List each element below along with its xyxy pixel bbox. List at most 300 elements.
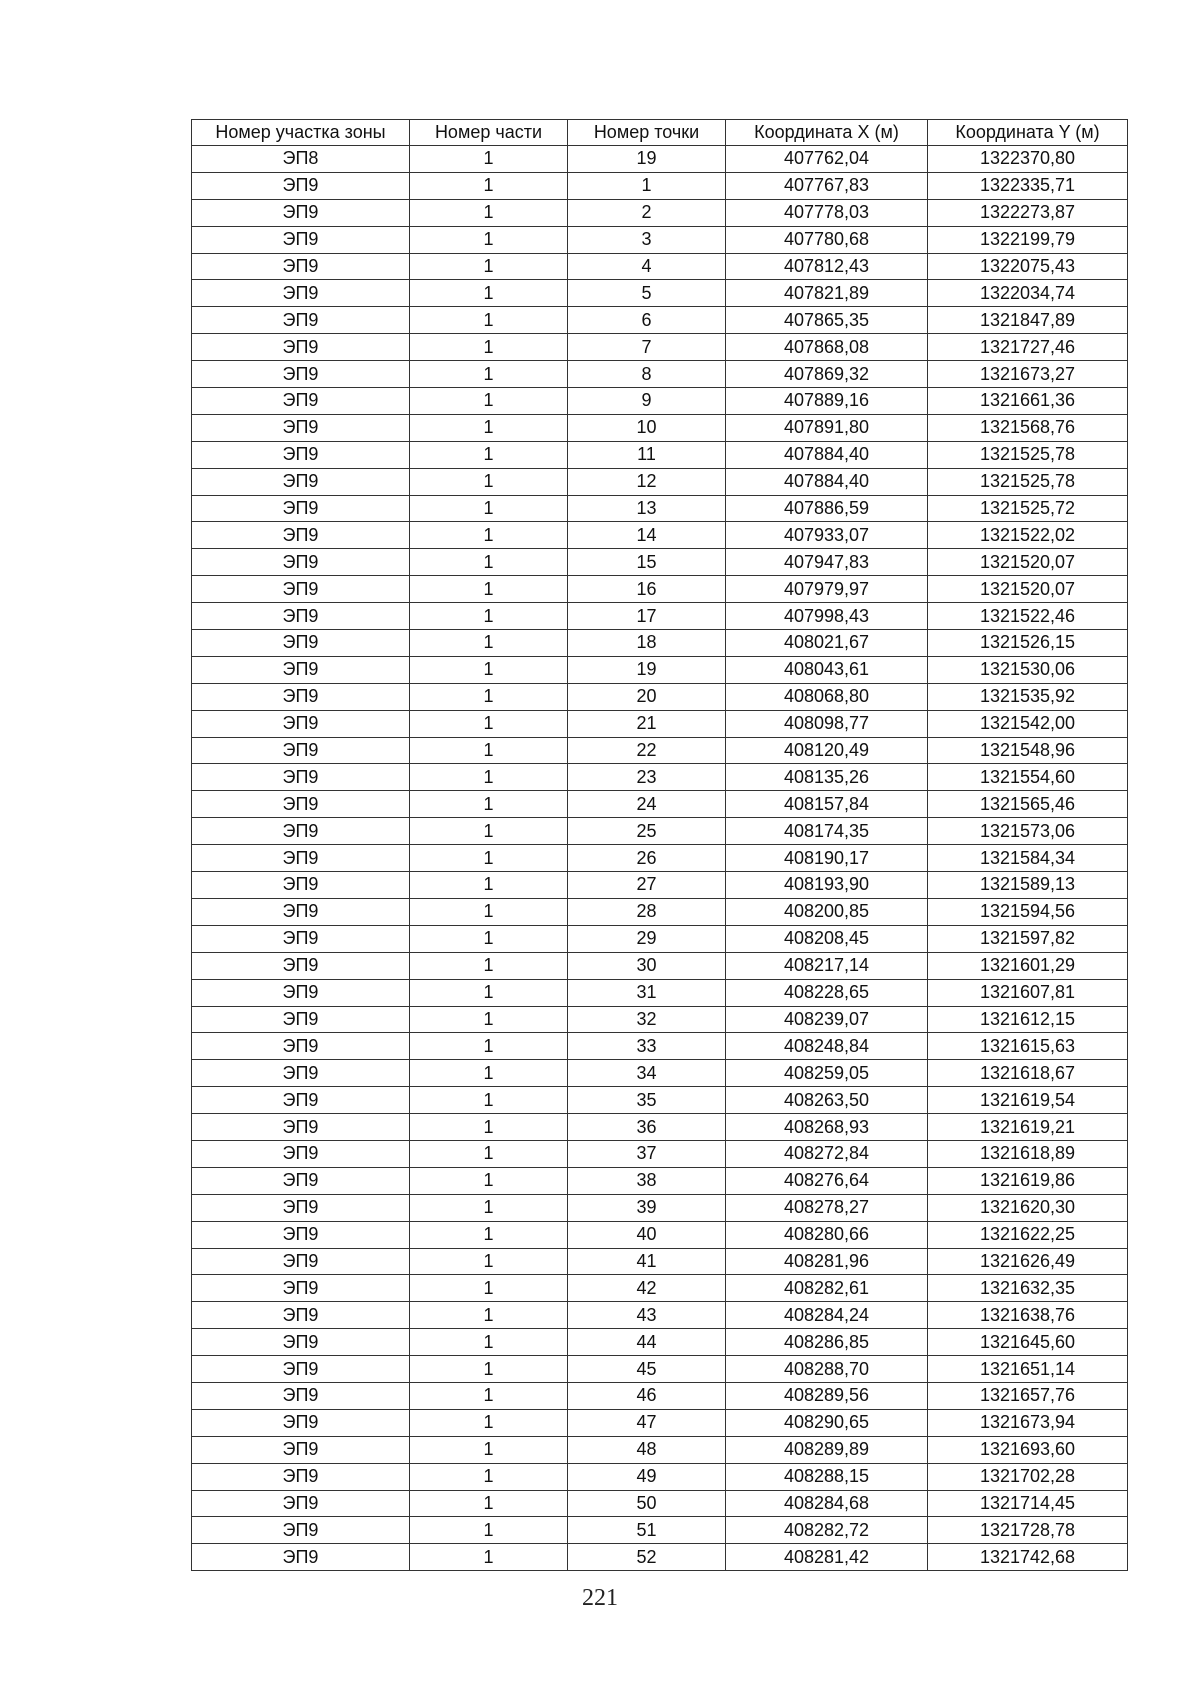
cell-coordinate-y: 1321702,28 <box>928 1463 1128 1490</box>
header-coordinate-y: Координата Y (м) <box>928 120 1128 146</box>
cell-point-number: 46 <box>568 1382 726 1409</box>
cell-point-number: 9 <box>568 388 726 415</box>
cell-zone-section: ЭП9 <box>192 1221 410 1248</box>
cell-point-number: 49 <box>568 1463 726 1490</box>
table-row <box>192 952 1128 979</box>
cell-coordinate-y: 1321673,27 <box>928 361 1128 388</box>
cell-part-number: 1 <box>410 468 568 495</box>
cell-coordinate-x: 408290,65 <box>726 1409 928 1436</box>
cell-point-number: 44 <box>568 1329 726 1356</box>
table-row <box>192 925 1128 952</box>
cell-part-number: 1 <box>410 818 568 845</box>
cell-part-number: 1 <box>410 656 568 683</box>
cell-part-number: 1 <box>410 952 568 979</box>
cell-coordinate-x: 408248,84 <box>726 1033 928 1060</box>
cell-part-number: 1 <box>410 1060 568 1087</box>
cell-coordinate-x: 407865,35 <box>726 307 928 334</box>
cell-coordinate-x: 407767,83 <box>726 172 928 199</box>
cell-coordinate-x: 407869,32 <box>726 361 928 388</box>
cell-point-number: 12 <box>568 468 726 495</box>
cell-coordinate-y: 1321601,29 <box>928 952 1128 979</box>
cell-coordinate-y: 1321693,60 <box>928 1436 1128 1463</box>
cell-zone-section: ЭП9 <box>192 1409 410 1436</box>
cell-part-number: 1 <box>410 979 568 1006</box>
cell-point-number: 14 <box>568 522 726 549</box>
cell-zone-section: ЭП9 <box>192 656 410 683</box>
cell-coordinate-x: 408280,66 <box>726 1221 928 1248</box>
cell-coordinate-x: 408043,61 <box>726 656 928 683</box>
header-zone-section: Номер участка зоны <box>192 120 410 146</box>
cell-coordinate-x: 408284,24 <box>726 1302 928 1329</box>
cell-part-number: 1 <box>410 388 568 415</box>
cell-part-number: 1 <box>410 1275 568 1302</box>
cell-coordinate-x: 408263,50 <box>726 1087 928 1114</box>
cell-point-number: 3 <box>568 226 726 253</box>
cell-part-number: 1 <box>410 253 568 280</box>
cell-zone-section: ЭП9 <box>192 1275 410 1302</box>
cell-zone-section: ЭП9 <box>192 1033 410 1060</box>
table-row <box>192 199 1128 226</box>
cell-zone-section: ЭП9 <box>192 1382 410 1409</box>
cell-part-number: 1 <box>410 925 568 952</box>
cell-zone-section: ЭП9 <box>192 898 410 925</box>
cell-zone-section: ЭП9 <box>192 1194 410 1221</box>
cell-point-number: 2 <box>568 199 726 226</box>
cell-coordinate-x: 408200,85 <box>726 898 928 925</box>
table-row <box>192 1167 1128 1194</box>
cell-part-number: 1 <box>410 845 568 872</box>
cell-point-number: 32 <box>568 1006 726 1033</box>
cell-point-number: 6 <box>568 307 726 334</box>
cell-part-number: 1 <box>410 764 568 791</box>
cell-coordinate-y: 1322075,43 <box>928 253 1128 280</box>
cell-coordinate-y: 1321584,34 <box>928 845 1128 872</box>
cell-zone-section: ЭП9 <box>192 952 410 979</box>
cell-zone-section: ЭП9 <box>192 1517 410 1544</box>
cell-coordinate-y: 1321638,76 <box>928 1302 1128 1329</box>
cell-zone-section: ЭП9 <box>192 1140 410 1167</box>
cell-zone-section: ЭП9 <box>192 307 410 334</box>
cell-coordinate-y: 1322199,79 <box>928 226 1128 253</box>
cell-coordinate-y: 1321530,06 <box>928 656 1128 683</box>
cell-point-number: 50 <box>568 1490 726 1517</box>
cell-zone-section: ЭП9 <box>192 764 410 791</box>
cell-coordinate-y: 1321525,78 <box>928 468 1128 495</box>
cell-part-number: 1 <box>410 522 568 549</box>
cell-part-number: 1 <box>410 1140 568 1167</box>
cell-zone-section: ЭП9 <box>192 791 410 818</box>
cell-zone-section: ЭП9 <box>192 1463 410 1490</box>
cell-zone-section: ЭП9 <box>192 388 410 415</box>
table-row <box>192 979 1128 1006</box>
cell-part-number: 1 <box>410 737 568 764</box>
cell-zone-section: ЭП9 <box>192 710 410 737</box>
cell-part-number: 1 <box>410 1382 568 1409</box>
cell-zone-section: ЭП9 <box>192 334 410 361</box>
table-row <box>192 630 1128 657</box>
cell-coordinate-y: 1321714,45 <box>928 1490 1128 1517</box>
cell-coordinate-x: 408276,64 <box>726 1167 928 1194</box>
cell-coordinate-y: 1322034,74 <box>928 280 1128 307</box>
header-row <box>192 120 1128 146</box>
cell-zone-section: ЭП9 <box>192 1436 410 1463</box>
cell-part-number: 1 <box>410 1221 568 1248</box>
table-header <box>192 120 1128 146</box>
cell-zone-section: ЭП9 <box>192 1329 410 1356</box>
cell-coordinate-y: 1321619,54 <box>928 1087 1128 1114</box>
cell-part-number: 1 <box>410 710 568 737</box>
cell-point-number: 8 <box>568 361 726 388</box>
cell-zone-section: ЭП9 <box>192 522 410 549</box>
cell-coordinate-y: 1321525,72 <box>928 495 1128 522</box>
cell-point-number: 20 <box>568 683 726 710</box>
cell-coordinate-x: 407821,89 <box>726 280 928 307</box>
cell-zone-section: ЭП9 <box>192 468 410 495</box>
cell-point-number: 18 <box>568 630 726 657</box>
cell-coordinate-y: 1321565,46 <box>928 791 1128 818</box>
coordinates-table <box>191 119 1128 1571</box>
cell-coordinate-x: 408193,90 <box>726 872 928 899</box>
cell-part-number: 1 <box>410 898 568 925</box>
table-row <box>192 576 1128 603</box>
cell-part-number: 1 <box>410 1006 568 1033</box>
cell-point-number: 33 <box>568 1033 726 1060</box>
cell-point-number: 47 <box>568 1409 726 1436</box>
cell-part-number: 1 <box>410 549 568 576</box>
cell-coordinate-y: 1321618,67 <box>928 1060 1128 1087</box>
cell-zone-section: ЭП9 <box>192 603 410 630</box>
cell-zone-section: ЭП9 <box>192 979 410 1006</box>
cell-point-number: 23 <box>568 764 726 791</box>
cell-zone-section: ЭП9 <box>192 872 410 899</box>
cell-coordinate-x: 408282,61 <box>726 1275 928 1302</box>
cell-point-number: 38 <box>568 1167 726 1194</box>
cell-coordinate-y: 1321520,07 <box>928 576 1128 603</box>
cell-zone-section: ЭП9 <box>192 683 410 710</box>
cell-point-number: 10 <box>568 414 726 441</box>
cell-part-number: 1 <box>410 199 568 226</box>
page-number: 221 <box>582 1585 618 1611</box>
cell-coordinate-y: 1321526,15 <box>928 630 1128 657</box>
cell-point-number: 15 <box>568 549 726 576</box>
cell-point-number: 26 <box>568 845 726 872</box>
table-row <box>192 1087 1128 1114</box>
cell-coordinate-y: 1321620,30 <box>928 1194 1128 1221</box>
table-row <box>192 253 1128 280</box>
cell-part-number: 1 <box>410 414 568 441</box>
cell-coordinate-x: 408217,14 <box>726 952 928 979</box>
cell-part-number: 1 <box>410 1490 568 1517</box>
cell-point-number: 17 <box>568 603 726 630</box>
cell-part-number: 1 <box>410 172 568 199</box>
cell-point-number: 40 <box>568 1221 726 1248</box>
cell-coordinate-y: 1322273,87 <box>928 199 1128 226</box>
cell-point-number: 7 <box>568 334 726 361</box>
cell-point-number: 31 <box>568 979 726 1006</box>
cell-coordinate-x: 408281,42 <box>726 1544 928 1571</box>
cell-coordinate-x: 408208,45 <box>726 925 928 952</box>
cell-coordinate-y: 1321612,15 <box>928 1006 1128 1033</box>
cell-point-number: 19 <box>568 656 726 683</box>
table-row <box>192 656 1128 683</box>
cell-coordinate-x: 407933,07 <box>726 522 928 549</box>
cell-zone-section: ЭП9 <box>192 737 410 764</box>
cell-coordinate-x: 407947,83 <box>726 549 928 576</box>
cell-point-number: 29 <box>568 925 726 952</box>
cell-point-number: 13 <box>568 495 726 522</box>
cell-zone-section: ЭП9 <box>192 1544 410 1571</box>
table-row <box>192 683 1128 710</box>
cell-coordinate-y: 1321645,60 <box>928 1329 1128 1356</box>
cell-point-number: 45 <box>568 1356 726 1383</box>
cell-coordinate-y: 1321594,56 <box>928 898 1128 925</box>
cell-zone-section: ЭП9 <box>192 549 410 576</box>
cell-coordinate-y: 1321589,13 <box>928 872 1128 899</box>
cell-part-number: 1 <box>410 1436 568 1463</box>
cell-zone-section: ЭП9 <box>192 1356 410 1383</box>
cell-coordinate-y: 1321573,06 <box>928 818 1128 845</box>
cell-coordinate-y: 1321535,92 <box>928 683 1128 710</box>
cell-coordinate-y: 1321619,86 <box>928 1167 1128 1194</box>
table-row <box>192 818 1128 845</box>
cell-zone-section: ЭП9 <box>192 280 410 307</box>
table-row <box>192 872 1128 899</box>
cell-coordinate-y: 1321568,76 <box>928 414 1128 441</box>
cell-part-number: 1 <box>410 334 568 361</box>
cell-zone-section: ЭП9 <box>192 1248 410 1275</box>
cell-coordinate-x: 408157,84 <box>726 791 928 818</box>
cell-part-number: 1 <box>410 1356 568 1383</box>
cell-coordinate-y: 1321742,68 <box>928 1544 1128 1571</box>
cell-zone-section: ЭП9 <box>192 226 410 253</box>
cell-coordinate-y: 1321622,25 <box>928 1221 1128 1248</box>
cell-point-number: 4 <box>568 253 726 280</box>
cell-point-number: 24 <box>568 791 726 818</box>
table-row <box>192 764 1128 791</box>
table-row <box>192 522 1128 549</box>
table-row <box>192 1060 1128 1087</box>
cell-zone-section: ЭП9 <box>192 495 410 522</box>
cell-coordinate-x: 407762,04 <box>726 146 928 173</box>
cell-zone-section: ЭП9 <box>192 1302 410 1329</box>
cell-point-number: 51 <box>568 1517 726 1544</box>
table-row <box>192 1356 1128 1383</box>
cell-zone-section: ЭП9 <box>192 630 410 657</box>
cell-coordinate-y: 1321554,60 <box>928 764 1128 791</box>
cell-coordinate-y: 1321673,94 <box>928 1409 1128 1436</box>
cell-zone-section: ЭП9 <box>192 845 410 872</box>
cell-coordinate-x: 408288,70 <box>726 1356 928 1383</box>
table-row <box>192 845 1128 872</box>
cell-point-number: 52 <box>568 1544 726 1571</box>
cell-part-number: 1 <box>410 146 568 173</box>
cell-part-number: 1 <box>410 576 568 603</box>
table-row <box>192 710 1128 737</box>
cell-coordinate-x: 408289,89 <box>726 1436 928 1463</box>
table-row <box>192 441 1128 468</box>
cell-coordinate-x: 407998,43 <box>726 603 928 630</box>
cell-point-number: 22 <box>568 737 726 764</box>
table-row <box>192 1436 1128 1463</box>
table-row <box>192 737 1128 764</box>
cell-point-number: 27 <box>568 872 726 899</box>
table-row <box>192 334 1128 361</box>
cell-coordinate-x: 408284,68 <box>726 1490 928 1517</box>
cell-point-number: 16 <box>568 576 726 603</box>
cell-coordinate-x: 408174,35 <box>726 818 928 845</box>
cell-part-number: 1 <box>410 441 568 468</box>
cell-coordinate-y: 1321615,63 <box>928 1033 1128 1060</box>
table-row <box>192 307 1128 334</box>
header-part-number: Номер части <box>410 120 568 146</box>
cell-point-number: 42 <box>568 1275 726 1302</box>
cell-zone-section: ЭП9 <box>192 818 410 845</box>
header-point-number: Номер точки <box>568 120 726 146</box>
cell-coordinate-x: 408135,26 <box>726 764 928 791</box>
cell-point-number: 43 <box>568 1302 726 1329</box>
table-row <box>192 1544 1128 1571</box>
table-row <box>192 1140 1128 1167</box>
cell-coordinate-x: 407891,80 <box>726 414 928 441</box>
cell-part-number: 1 <box>410 1302 568 1329</box>
cell-coordinate-y: 1321847,89 <box>928 307 1128 334</box>
table-row <box>192 603 1128 630</box>
cell-coordinate-y: 1321522,02 <box>928 522 1128 549</box>
table-row <box>192 1006 1128 1033</box>
cell-part-number: 1 <box>410 1544 568 1571</box>
table-row <box>192 1517 1128 1544</box>
cell-part-number: 1 <box>410 495 568 522</box>
cell-coordinate-x: 408120,49 <box>726 737 928 764</box>
cell-coordinate-y: 1321728,78 <box>928 1517 1128 1544</box>
cell-coordinate-y: 1321727,46 <box>928 334 1128 361</box>
cell-point-number: 5 <box>568 280 726 307</box>
cell-zone-section: ЭП9 <box>192 925 410 952</box>
cell-part-number: 1 <box>410 1517 568 1544</box>
table-row <box>192 1302 1128 1329</box>
cell-coordinate-x: 408259,05 <box>726 1060 928 1087</box>
cell-zone-section: ЭП9 <box>192 1006 410 1033</box>
cell-part-number: 1 <box>410 226 568 253</box>
table-row <box>192 414 1128 441</box>
table-row <box>192 791 1128 818</box>
table-row <box>192 361 1128 388</box>
cell-part-number: 1 <box>410 1114 568 1141</box>
table-row <box>192 898 1128 925</box>
table-row <box>192 172 1128 199</box>
table-row <box>192 1275 1128 1302</box>
cell-coordinate-x: 408286,85 <box>726 1329 928 1356</box>
cell-point-number: 11 <box>568 441 726 468</box>
cell-coordinate-y: 1321520,07 <box>928 549 1128 576</box>
cell-part-number: 1 <box>410 791 568 818</box>
cell-point-number: 1 <box>568 172 726 199</box>
cell-point-number: 19 <box>568 146 726 173</box>
cell-point-number: 36 <box>568 1114 726 1141</box>
table-row <box>192 226 1128 253</box>
cell-part-number: 1 <box>410 1329 568 1356</box>
cell-coordinate-y: 1321597,82 <box>928 925 1128 952</box>
cell-coordinate-x: 407812,43 <box>726 253 928 280</box>
table-row <box>192 1248 1128 1275</box>
cell-coordinate-x: 408190,17 <box>726 845 928 872</box>
cell-coordinate-y: 1321542,00 <box>928 710 1128 737</box>
cell-point-number: 28 <box>568 898 726 925</box>
cell-part-number: 1 <box>410 630 568 657</box>
table-row <box>192 1221 1128 1248</box>
cell-point-number: 34 <box>568 1060 726 1087</box>
cell-zone-section: ЭП9 <box>192 199 410 226</box>
cell-part-number: 1 <box>410 280 568 307</box>
cell-part-number: 1 <box>410 1167 568 1194</box>
cell-coordinate-x: 407780,68 <box>726 226 928 253</box>
cell-coordinate-y: 1321626,49 <box>928 1248 1128 1275</box>
table-body <box>192 146 1128 1571</box>
cell-part-number: 1 <box>410 1033 568 1060</box>
table-row <box>192 1463 1128 1490</box>
cell-part-number: 1 <box>410 361 568 388</box>
cell-coordinate-x: 408289,56 <box>726 1382 928 1409</box>
cell-coordinate-x: 408098,77 <box>726 710 928 737</box>
cell-zone-section: ЭП9 <box>192 361 410 388</box>
cell-zone-section: ЭП9 <box>192 172 410 199</box>
cell-point-number: 39 <box>568 1194 726 1221</box>
cell-coordinate-x: 407778,03 <box>726 199 928 226</box>
cell-coordinate-x: 407979,97 <box>726 576 928 603</box>
cell-zone-section: ЭП9 <box>192 1490 410 1517</box>
cell-part-number: 1 <box>410 603 568 630</box>
cell-coordinate-x: 407868,08 <box>726 334 928 361</box>
cell-coordinate-y: 1321661,36 <box>928 388 1128 415</box>
cell-coordinate-y: 1322335,71 <box>928 172 1128 199</box>
cell-part-number: 1 <box>410 1087 568 1114</box>
cell-zone-section: ЭП9 <box>192 1087 410 1114</box>
cell-coordinate-x: 408239,07 <box>726 1006 928 1033</box>
cell-part-number: 1 <box>410 1409 568 1436</box>
table-row <box>192 146 1128 173</box>
cell-coordinate-x: 408282,72 <box>726 1517 928 1544</box>
table-row <box>192 1490 1128 1517</box>
cell-coordinate-y: 1321522,46 <box>928 603 1128 630</box>
cell-part-number: 1 <box>410 307 568 334</box>
table-row <box>192 388 1128 415</box>
table-row <box>192 549 1128 576</box>
cell-coordinate-y: 1321632,35 <box>928 1275 1128 1302</box>
table-row <box>192 280 1128 307</box>
cell-coordinate-y: 1321618,89 <box>928 1140 1128 1167</box>
table-row <box>192 1194 1128 1221</box>
cell-point-number: 25 <box>568 818 726 845</box>
cell-coordinate-x: 408021,67 <box>726 630 928 657</box>
cell-coordinate-x: 408068,80 <box>726 683 928 710</box>
cell-coordinate-y: 1321619,21 <box>928 1114 1128 1141</box>
table-row <box>192 1382 1128 1409</box>
table-row <box>192 495 1128 522</box>
cell-zone-section: ЭП9 <box>192 414 410 441</box>
cell-coordinate-y: 1321607,81 <box>928 979 1128 1006</box>
cell-part-number: 1 <box>410 1248 568 1275</box>
cell-part-number: 1 <box>410 683 568 710</box>
table-row <box>192 1409 1128 1436</box>
cell-coordinate-y: 1321657,76 <box>928 1382 1128 1409</box>
cell-part-number: 1 <box>410 872 568 899</box>
cell-point-number: 30 <box>568 952 726 979</box>
cell-zone-section: ЭП9 <box>192 1167 410 1194</box>
header-coordinate-x: Координата X (м) <box>726 120 928 146</box>
cell-coordinate-x: 408228,65 <box>726 979 928 1006</box>
cell-point-number: 41 <box>568 1248 726 1275</box>
cell-coordinate-y: 1322370,80 <box>928 146 1128 173</box>
